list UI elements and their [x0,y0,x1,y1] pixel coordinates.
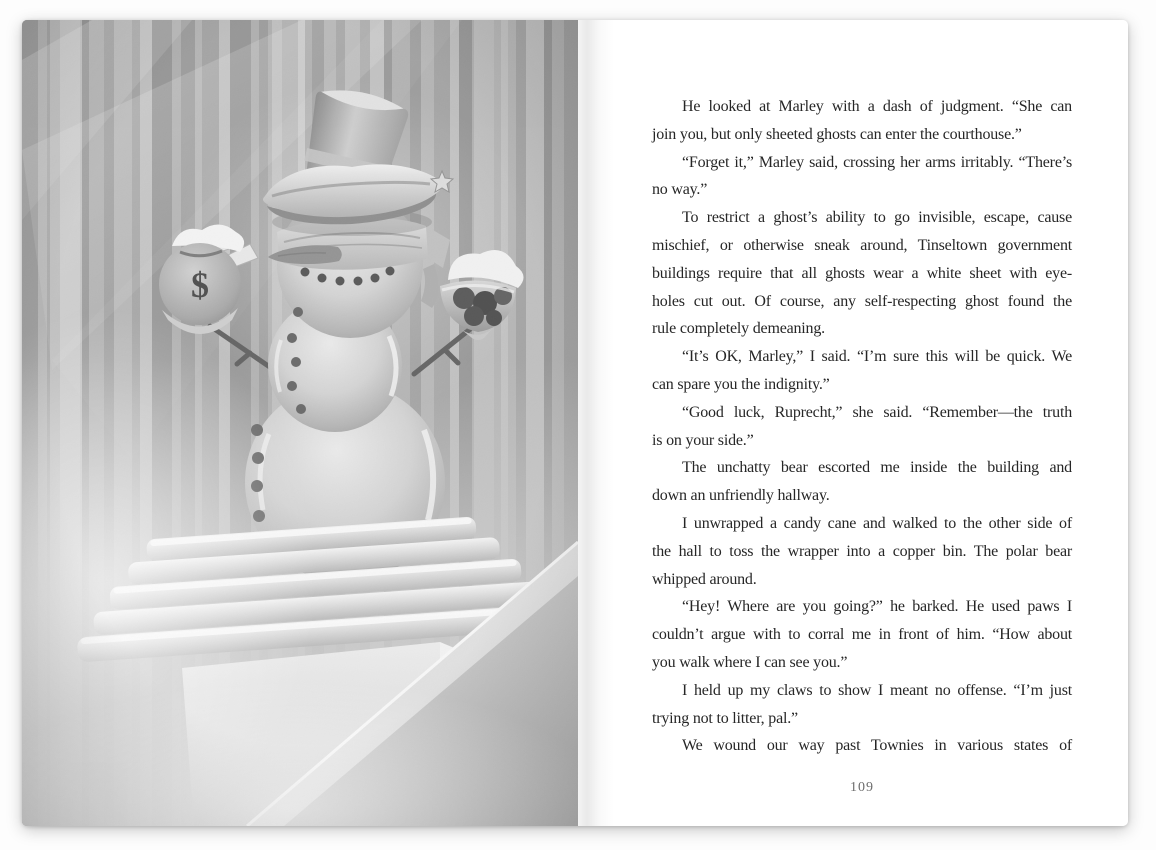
text-line: whipped around. [652,570,757,588]
text-line: mischief, or otherwise sneak around, Tinseltown government [652,236,1072,254]
text-line: The unchatty bear escorted me inside the building and [682,459,1072,477]
right-page [578,20,1128,826]
text-line: holes cut out. Of course, any self-respecting ghost found the [652,292,1072,310]
text-line: can spare you the indignity.” [652,375,830,393]
text-line: “Forget it,” Marley said, crossing her arms irritably. “There’s [682,153,1072,171]
snowman-justice-illustration [22,20,578,826]
text-line: you walk where I can see you.” [652,653,848,671]
text-line: “Good luck, Ruprecht,” she said. “Remember—the truth [682,403,1072,421]
text-line: buildings require that all ghosts wear a white sheet with eye- [652,264,1072,282]
left-page [22,20,578,826]
text-line: is on your side.” [652,431,754,449]
text-line: down an unfriendly hallway. [652,487,830,505]
text-line: no way.” [652,181,708,199]
text-line: join you, but only sheeted ghosts can enter the courthouse.” [652,125,1022,143]
text-line: He looked at Marley with a dash of judgment. “She can [682,98,1072,115]
text-line: trying not to litter, pal.” [652,709,798,727]
text-line: rule completely demeaning. [652,320,825,338]
text-line: couldn’t argue with to corral me in front of him. “How about [652,626,1072,644]
text-line: We wound our way past Townies in various states of [682,737,1072,755]
film-grain [22,20,578,826]
text-line: I held up my claws to show I meant no offense. “I’m just [682,681,1072,699]
text-line: I unwrapped a candy cane and walked to the other side of [682,514,1072,532]
text-line: “It’s OK, Marley,” I said. “I’m sure this will be quick. We [682,348,1072,366]
book-spread [22,20,1128,826]
page-text [652,93,1072,760]
text-line: “Hey! Where are you going?” he barked. He used paws I [682,598,1072,616]
page-number: 109 [850,780,874,795]
text-line: To restrict a ghost’s ability to go invisible, escape, cause [682,209,1072,227]
text-line: the hall to toss the wrapper into a copper bin. The polar bear [652,542,1072,560]
